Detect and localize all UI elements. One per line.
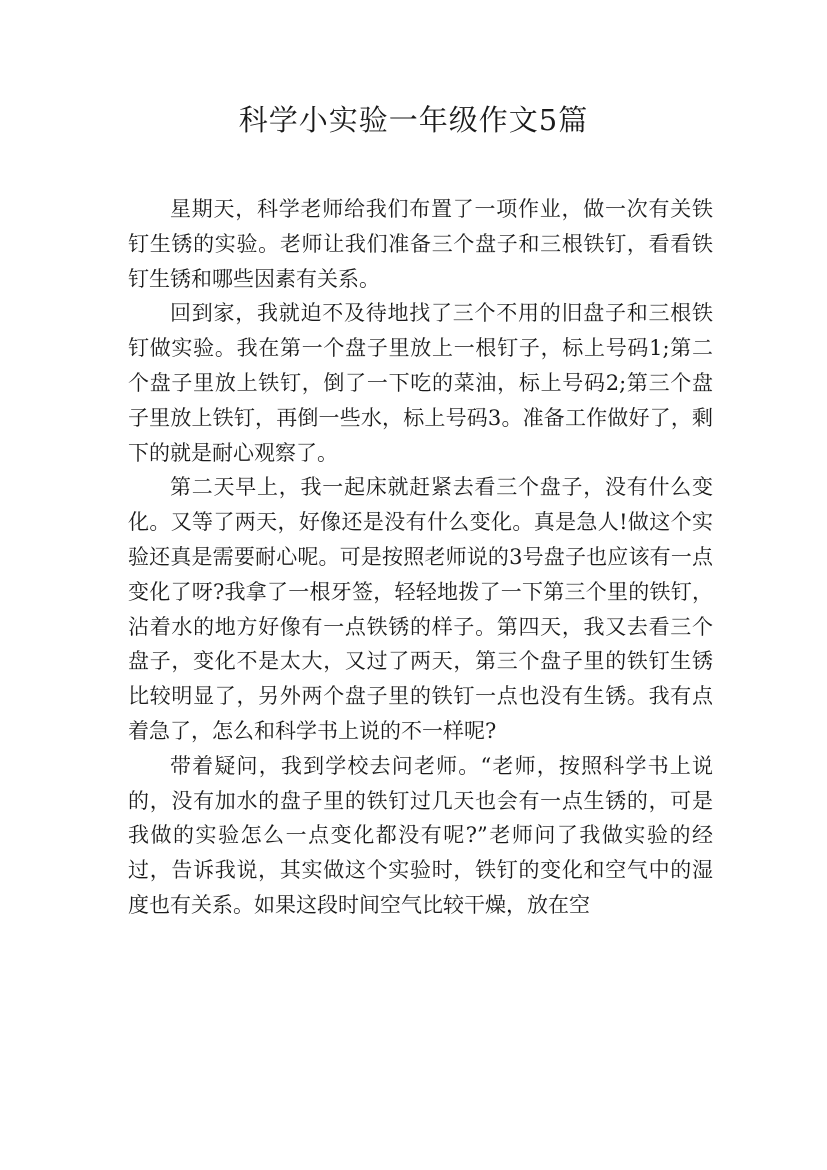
paragraph: 带着疑问，我到学校去问老师。“老师，按照科学书上说的，没有加水的盘子里的铁钉过几天也会有一点生锈的，可是我做的实验怎么一点变化都没有呢?”老师问了我做实验的经过，告诉我说，其实做这个实验时，铁钉的变化和空气中的湿度也有关系。如果这段时间空气比较干燥，放在空 (128, 753, 713, 917)
paragraph: 回到家，我就迫不及待地找了三个不用的旧盘子和三根铁钉做实验。我在第一个盘子里放上一根钉子，标上号码1;第二个盘子里放上铁钉，倒了一下吃的菜油，标上号码2;第三个盘子里放上铁钉，再倒一些水，标上号码3。准备工作做好了，剩下的就是耐心观察了。 (128, 301, 713, 465)
document-title: 科学小实验一年级作文5篇 (238, 103, 589, 137)
document-body (128, 192, 713, 923)
paragraph: 星期天，科学老师给我们布置了一项作业，做一次有关铁钉生锈的实验。老师让我们准备三个盘子和三根铁钉，看看铁钉生锈和哪些因素有关系。 (128, 197, 713, 291)
paragraph: 第二天早上，我一起床就赶紧去看三个盘子，没有什么变化。又等了两天，好像还是没有什么变化。真是急人!做这个实验还真是需要耐心呢。可是按照老师说的3号盘子也应该有一点变化了呀?我拿了一根牙签，轻轻地拨了一下第三个里的铁钉，沾着水的地方好像有一点铁锈的样子。第四天，我又去看三个盘子，变化不是太大，又过了两天，第三个盘子里的铁钉生锈比较明显了，另外两个盘子里的铁钉一点也没有生锈。我有点着急了，怎么和科学书上说的不一样呢? (128, 475, 713, 743)
